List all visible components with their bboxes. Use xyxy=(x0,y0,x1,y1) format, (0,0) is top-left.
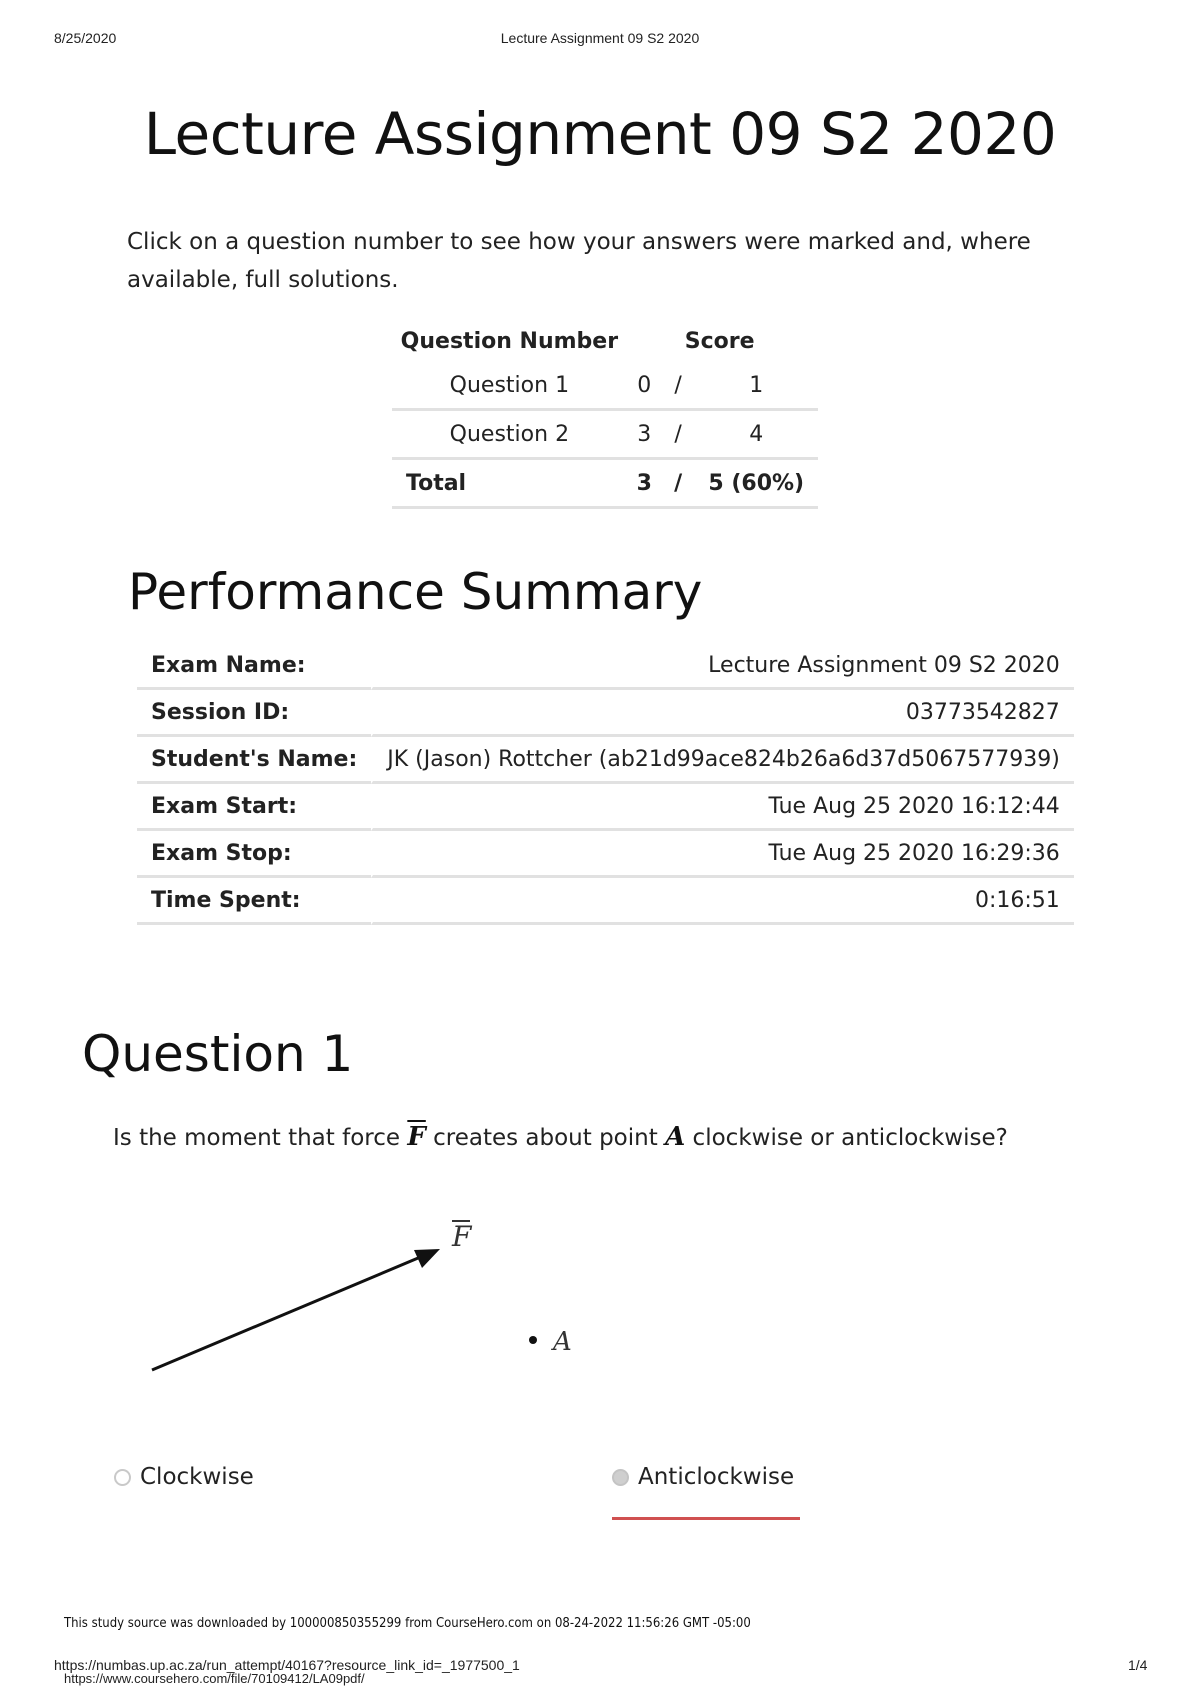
summary-row-time-spent xyxy=(137,878,1074,925)
score-out-of: 4 xyxy=(695,410,819,459)
score-got: 3 xyxy=(627,410,662,459)
header-score: Score xyxy=(684,328,755,354)
page-number: 1/4 xyxy=(1128,1657,1148,1673)
score-table-header xyxy=(392,320,818,362)
score-separator: / xyxy=(662,362,695,410)
page-title: Lecture Assignment 09 S2 2020 xyxy=(143,100,1057,168)
attempt-url[interactable]: https://numbas.up.ac.za/run_attempt/40167?resource_link_id=_1977500_1 xyxy=(54,1657,520,1673)
summary-row-exam-stop xyxy=(137,831,1074,878)
point-a-label: A xyxy=(553,1327,572,1357)
print-doc-title: Lecture Assignment 09 S2 2020 xyxy=(500,30,700,46)
summary-row-student-name xyxy=(137,737,1074,784)
summary-value: JK (Jason) Rottcher (ab21d99ace824b26a6d37d5067577939) xyxy=(371,737,1074,784)
force-arrow-shaft xyxy=(152,1253,430,1370)
score-got: 0 xyxy=(627,362,662,410)
point-symbol: A xyxy=(665,1122,686,1152)
option-label: Anticlockwise xyxy=(638,1464,795,1490)
force-diagram xyxy=(140,1210,600,1390)
incorrect-answer-underline xyxy=(612,1517,800,1520)
force-label: F xyxy=(452,1220,472,1253)
force-arrow-head xyxy=(414,1249,440,1268)
total-got: 3 xyxy=(627,459,662,508)
summary-value: 0:16:51 xyxy=(371,878,1074,925)
radio-button-selected[interactable] xyxy=(612,1469,629,1486)
summary-label: Exam Name: xyxy=(137,643,371,690)
total-out-of: 5 (60%) xyxy=(695,459,819,508)
score-row-question-1[interactable] xyxy=(392,362,818,410)
option-anticlockwise[interactable] xyxy=(612,1464,794,1490)
summary-label: Session ID: xyxy=(137,690,371,737)
study-source-note: This study source was downloaded by 100000850355299 from CourseHero.com on 08-24-2022 11:56:26 GMT -05:00 xyxy=(64,1616,751,1631)
summary-value: Tue Aug 25 2020 16:12:44 xyxy=(371,784,1074,831)
total-separator: / xyxy=(662,459,695,508)
score-out-of: 1 xyxy=(695,362,819,410)
print-date: 8/25/2020 xyxy=(54,30,117,46)
summary-label: Time Spent: xyxy=(137,878,371,925)
intro-text: Click on a question number to see how your answers were marked and, where available, full solutions. xyxy=(127,229,1031,293)
summary-label: Exam Stop: xyxy=(137,831,371,878)
score-row-question-2[interactable] xyxy=(392,410,818,459)
force-symbol: $\overline{F}$ xyxy=(407,1122,426,1152)
performance-summary-heading: Performance Summary xyxy=(128,563,703,621)
question-link[interactable]: Question 1 xyxy=(392,362,627,410)
prompt-text: clockwise or anticlockwise? xyxy=(685,1125,1008,1151)
summary-row-session-id xyxy=(137,690,1074,737)
summary-value: Lecture Assignment 09 S2 2020 xyxy=(371,643,1074,690)
performance-summary-table xyxy=(137,643,1074,925)
radio-button[interactable] xyxy=(114,1469,131,1486)
summary-label: Exam Start: xyxy=(137,784,371,831)
score-separator: / xyxy=(662,410,695,459)
summary-value: 03773542827 xyxy=(371,690,1074,737)
summary-label: Student's Name: xyxy=(137,737,371,784)
question-1-heading: Question 1 xyxy=(82,1025,354,1083)
summary-row-exam-name xyxy=(137,643,1074,690)
total-label: Total xyxy=(392,459,627,508)
prompt-text: creates about point xyxy=(425,1125,666,1151)
header-question-number: Question Number xyxy=(400,328,619,354)
option-clockwise[interactable] xyxy=(114,1464,254,1490)
score-table xyxy=(392,320,818,509)
point-a-dot xyxy=(529,1336,537,1344)
score-row-total xyxy=(392,459,818,508)
prompt-text: Is the moment that force xyxy=(113,1125,408,1151)
question-link[interactable]: Question 2 xyxy=(392,410,627,459)
summary-value: Tue Aug 25 2020 16:29:36 xyxy=(371,831,1074,878)
coursehero-url[interactable]: https://www.coursehero.com/file/70109412/LA09pdf/ xyxy=(64,1671,365,1686)
option-label: Clockwise xyxy=(140,1464,254,1490)
question-1-prompt xyxy=(113,1122,1008,1152)
summary-row-exam-start xyxy=(137,784,1074,831)
